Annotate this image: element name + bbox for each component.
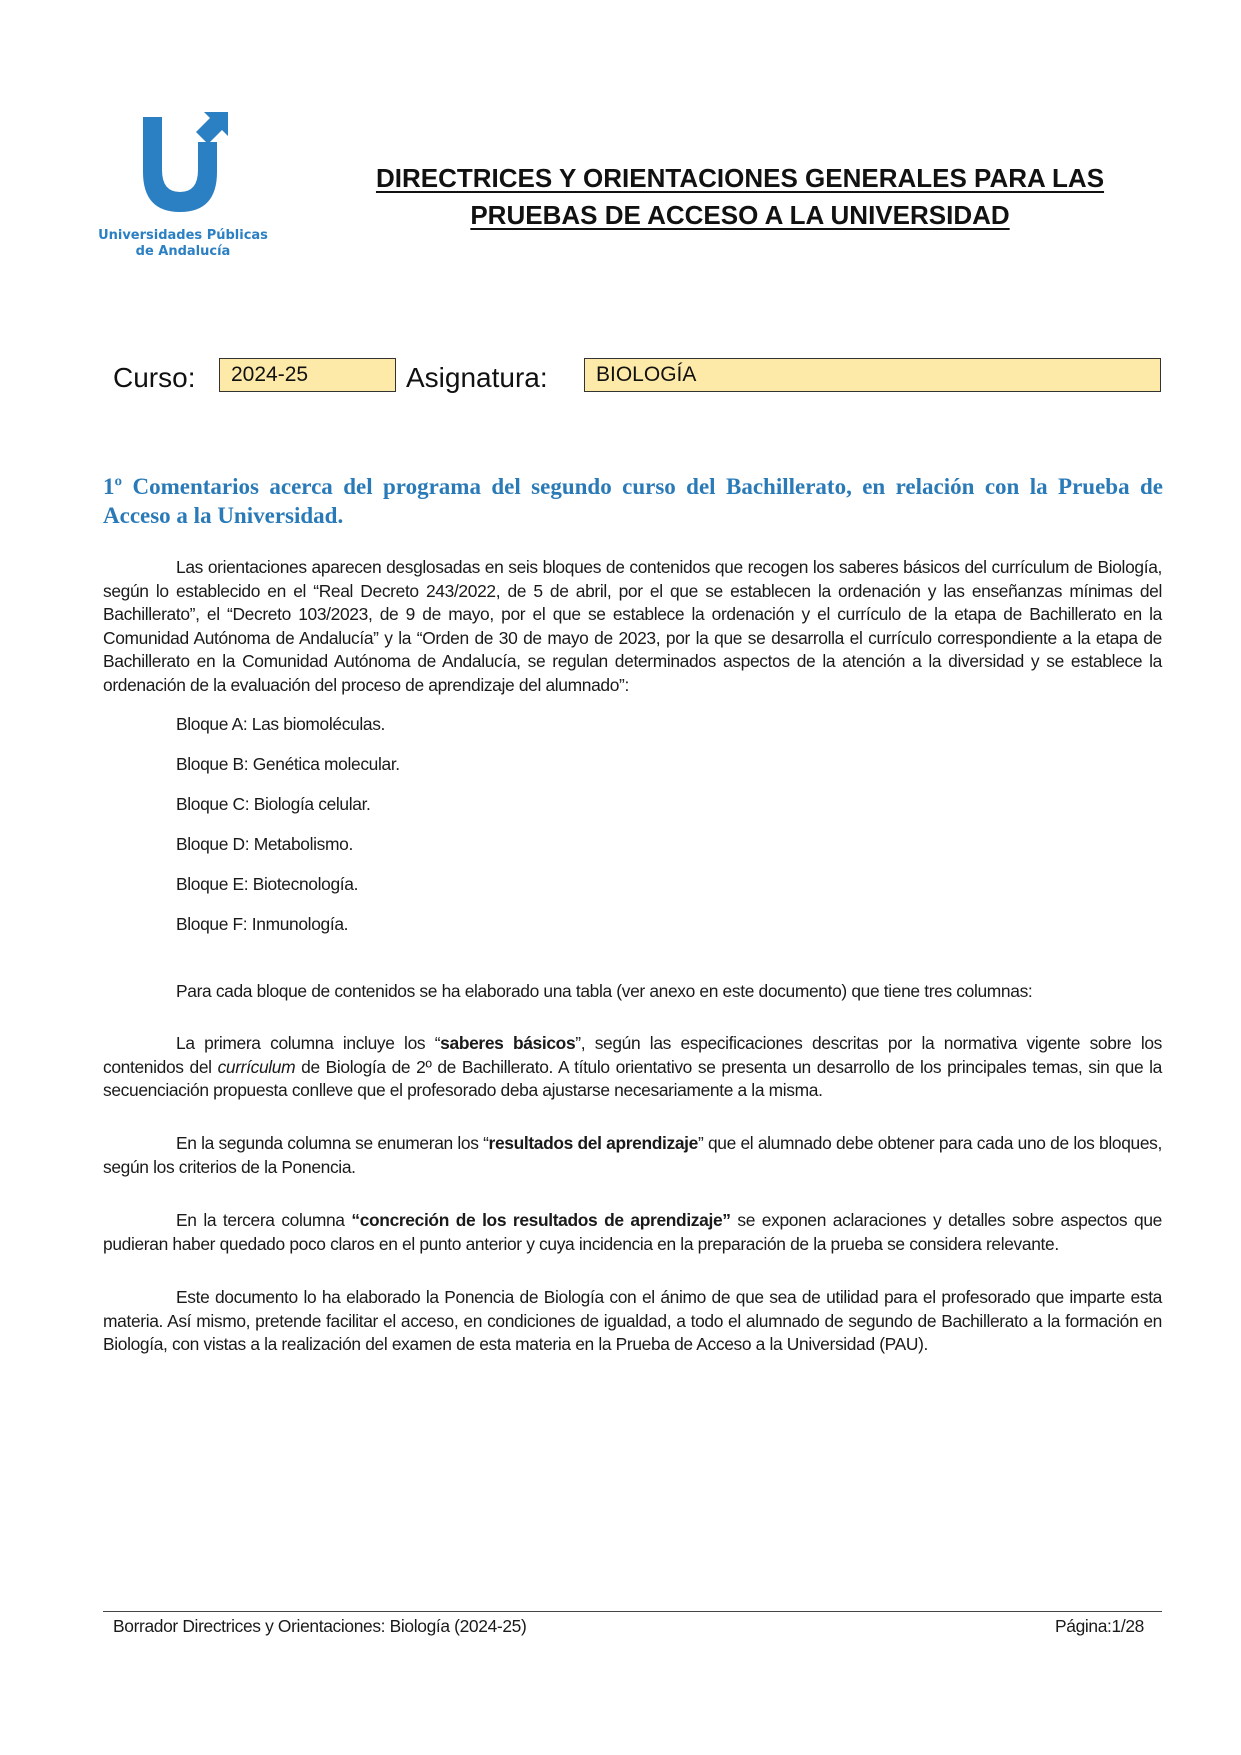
tabla-intro-paragraph: Para cada bloque de contenidos se ha elaborado una tabla (ver anexo en este documento) que tiene tres columnas: [176, 981, 1033, 1001]
bloque-c: Bloque C: Biología celular. [176, 794, 371, 814]
bloque-f: Bloque F: Inmunología. [176, 914, 349, 934]
universities-logo [98, 112, 268, 262]
title-line-1: DIRECTRICES Y ORIENTACIONES GENERALES PARA LAS [375, 163, 1105, 193]
document-title [290, 160, 1190, 234]
col3-text-c: se exponen aclaraciones y detalles sobre aspectos que pudieran haber quedado poco claros en el punto anterior y cuya incidencia en la preparación de la prueba se considera relevante. [103, 1210, 1162, 1254]
col2-resultados: resultados del aprendizaje [488, 1133, 698, 1153]
col1-text-a: La primera columna incluye los “ [176, 1033, 441, 1053]
footer-document-name: Borrador Directrices y Orientaciones: Biología (2024-25) [113, 1616, 527, 1636]
section-heading: 1º Comentarios acerca del programa del segundo curso del Bachillerato, en relación con la Prueba de Acceso a la Universidad. [103, 474, 1163, 528]
col2-text-a: En la segunda columna se enumeran los “ [176, 1133, 489, 1153]
intro-paragraph: Las orientaciones aparecen desglosadas en seis bloques de contenidos que recogen los saberes básicos del currículum de Biología, según lo establecido en el “Real Decreto 243/2022, de 5 de abril, por el que se establecen la ordenación y las enseñanzas mínimas del Bachillerato”, el “Decreto 103/2023, de 9 de mayo, por el que se establece la ordenación y el currículo de la etapa de Bachillerato en la Comunidad Autónoma de Andalucía” y la “Orden de 30 de mayo de 2023, por la que se desarrolla el currículo correspondiente a la etapa de Bachillerato en la Comunidad Autónoma de Andalucía, se regulan determinados aspectos de la atención a la diversidad y se establece la ordenación de la evaluación del proceso de aprendizaje del alumnado”: [103, 557, 1162, 695]
curso-label: Curso: [113, 362, 196, 393]
col1-text-c: ”, según las especificaciones descritas por la normativa vigente sobre los contenidos del [103, 1033, 1163, 1077]
bloque-a: Bloque A: Las biomoléculas. [176, 714, 386, 734]
logo-text-line1: Universidades Públicas [98, 228, 268, 243]
closing-paragraph: Este documento lo ha elaborado la Ponencia de Biología con el ánimo de que sea de utilidad para el profesorado que imparte esta materia. Así mismo, pretende facilitar el acceso, en condiciones de igualdad, a todo el alumnado de segundo de Bachillerato a la formación en Biología, con vistas a la realización del examen de esta materia en la Prueba de Acceso a la Universidad (PAU). [103, 1287, 1162, 1355]
bloque-e: Bloque E: Biotecnología. [176, 874, 359, 894]
col1-text-e: de Biología de 2º de Bachillerato. A título orientativo se presenta un desarrollo de los principales temas, sin que la secuenciación propuesta conlleve que el profesorado deba ajustarse necesariamente a la misma. [103, 1056, 1162, 1101]
logo-text-line2: de Andalucía [135, 244, 231, 259]
col3-concrecion: “concreción de los resultados de aprendizaje” [351, 1210, 731, 1230]
col3-text-a: En la tercera columna [176, 1210, 352, 1230]
column3-paragraph [103, 1209, 1162, 1256]
bloque-b: Bloque B: Genética molecular. [176, 754, 400, 774]
logo-u-icon [138, 112, 238, 222]
column1-paragraph [103, 1032, 1162, 1103]
footer-page-number: Página:1/28 [1055, 1616, 1144, 1636]
curso-value-box: 2024-25 [219, 358, 396, 392]
col2-text-c: ” que el alumnado debe obtener para cada uno de los bloques, según los criterios de la Ponencia. [103, 1133, 1162, 1177]
column2-paragraph [103, 1132, 1162, 1179]
footer-divider [103, 1611, 1162, 1612]
title-line-2: PRUEBAS DE ACCESO A LA UNIVERSIDAD [470, 200, 1010, 230]
asignatura-value-box: BIOLOGÍA [584, 358, 1161, 392]
asignatura-label: Asignatura: [406, 362, 548, 393]
col1-saberes-basicos: saberes básicos [440, 1033, 576, 1053]
col1-curriculum: currículum [217, 1056, 296, 1077]
bloque-d: Bloque D: Metabolismo. [176, 834, 353, 854]
